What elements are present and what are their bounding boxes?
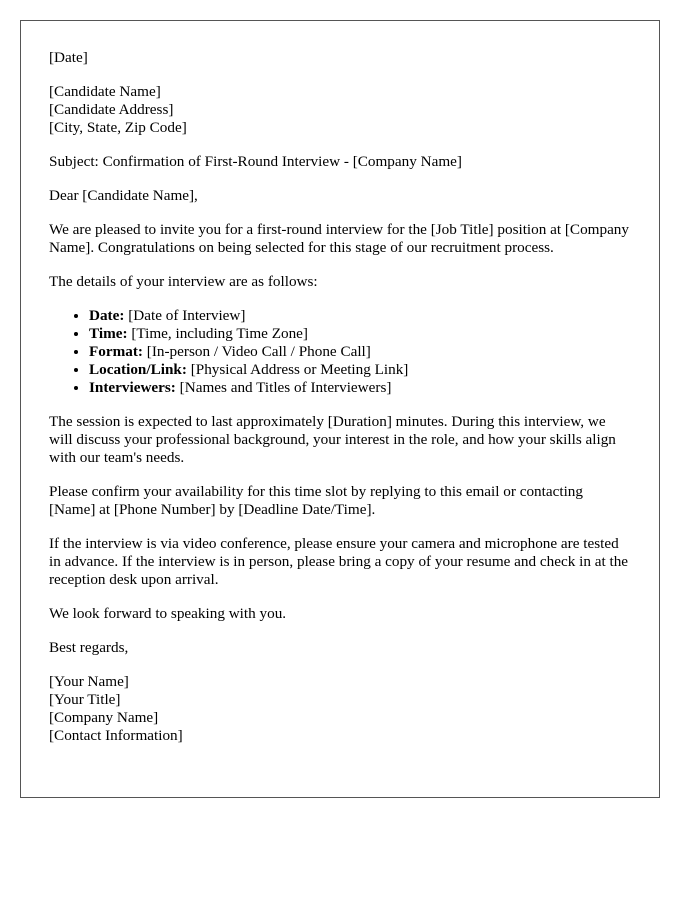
signature-company: [Company Name] (49, 709, 159, 726)
detail-value: [In-person / Video Call / Phone Call] (142, 343, 371, 360)
detail-item-date (89, 307, 631, 325)
detail-label: Date: (89, 307, 125, 324)
instructions-paragraph: If the interview is via video conference, please ensure your camera and microphone are tested in advance. If the interview is in person, please bring a copy of your resume and check in at the reception desk upon arrival. (49, 535, 629, 588)
session-paragraph: The session is expected to last approximately [Duration] minutes. During this interview, we will discuss your professional background, your interest in the role, and how your skills align with our team's needs. (49, 413, 616, 466)
detail-label: Interviewers: (89, 379, 176, 396)
detail-label: Time: (89, 325, 128, 342)
intro-paragraph: We are pleased to invite you for a first-round interview for the [Job Title] position at [Company Name]. Congratulations on being selected for this stage of our recruitment process. (49, 221, 629, 256)
detail-item-interviewers (89, 379, 631, 397)
signature-name: [Your Name] (49, 673, 129, 690)
signature-block (49, 673, 631, 745)
interview-details-list (49, 307, 631, 397)
detail-label: Format: (89, 343, 143, 360)
detail-label: Location/Link: (89, 361, 187, 378)
detail-value: [Physical Address or Meeting Link] (186, 361, 409, 378)
signature-title: [Your Title] (49, 691, 121, 708)
detail-item-time (89, 325, 631, 343)
details-intro: The details of your interview are as follows: (49, 273, 318, 290)
detail-item-format (89, 343, 631, 361)
detail-value: [Date of Interview] (124, 307, 246, 324)
recipient-name: [Candidate Name] (49, 83, 161, 100)
detail-value: [Time, including Time Zone] (127, 325, 308, 342)
detail-value: [Names and Titles of Interviewers] (175, 379, 392, 396)
letter-date: [Date] (49, 49, 88, 66)
recipient-address: [Candidate Address] (49, 101, 174, 118)
closing-line: We look forward to speaking with you. (49, 605, 287, 622)
detail-item-location (89, 361, 631, 379)
confirm-paragraph: Please confirm your availability for this time slot by replying to this email or contacting [Name] at [Phone Number] by [Deadline Date/Time]. (49, 483, 583, 518)
recipient-city: [City, State, Zip Code] (49, 119, 187, 136)
sign-off: Best regards, (49, 639, 129, 656)
signature-contact: [Contact Information] (49, 727, 183, 744)
recipient-address-block (49, 83, 631, 137)
letter-document (20, 20, 660, 798)
letter-subject: Subject: Confirmation of First-Round Interview - [Company Name] (49, 153, 462, 170)
letter-salutation: Dear [Candidate Name], (49, 187, 198, 204)
